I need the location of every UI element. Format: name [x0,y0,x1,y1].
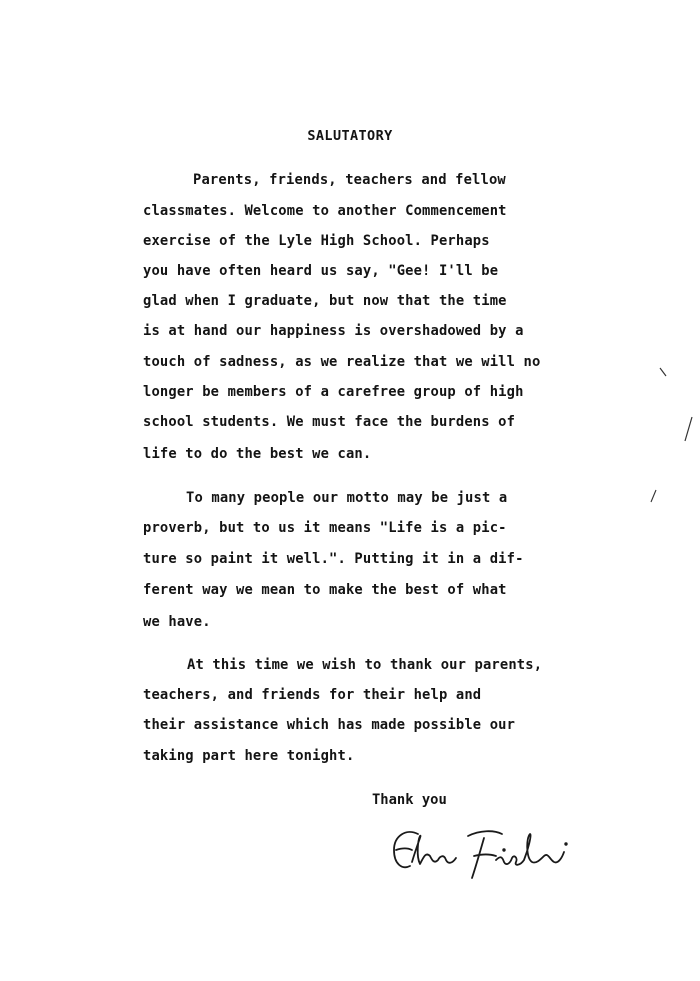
paragraph-1-line-2: classmates. Welcome to another Commencement [143,203,507,219]
stray-mark-icon [658,366,668,378]
paragraph-1-line-6: is at hand our happiness is overshadowed by a [143,323,524,339]
paragraph-3-line-4: taking part here tonight. [143,748,355,764]
paragraph-2-line-2: proverb, but to us it means "Life is a pic- [143,520,507,536]
paragraph-1-line-8: longer be members of a carefree group of high [143,384,524,400]
paragraph-3-line-2: teachers, and friends for their help and [143,687,482,703]
handwritten-signature-icon [388,822,588,882]
paragraph-1-line-3: exercise of the Lyle High School. Perhaps [143,233,490,249]
paragraph-2-line-3: ture so paint it well.". Putting it in a dif- [143,551,524,567]
paragraph-3-line-3: their assistance which has made possible our [143,717,516,733]
paragraph-1-line-5: glad when I graduate, but now that the time [143,293,507,309]
paragraph-1-line-1: Parents, friends, teachers and fellow [193,172,506,188]
closing-text: Thank you [372,792,447,808]
paragraph-2-line-5: we have. [143,614,211,630]
paragraph-1-line-9: school students. We must face the burdens of [143,414,516,430]
paragraph-2-line-1: To many people our motto may be just a [186,490,508,506]
paragraph-3-line-1: At this time we wish to thank our parents, [187,657,543,673]
paragraph-1-line-7: touch of sadness, as we realize that we will no [143,354,541,370]
stray-mark-icon [648,488,658,504]
paragraph-1-line-10: life to do the best we can. [143,446,372,462]
stray-mark-icon [682,415,696,445]
document-title: SALUTATORY [307,128,393,144]
paragraph-1-line-4: you have often heard us say, "Gee! I'll be [143,263,499,279]
paragraph-2-line-4: ferent way we mean to make the best of what [143,582,507,598]
